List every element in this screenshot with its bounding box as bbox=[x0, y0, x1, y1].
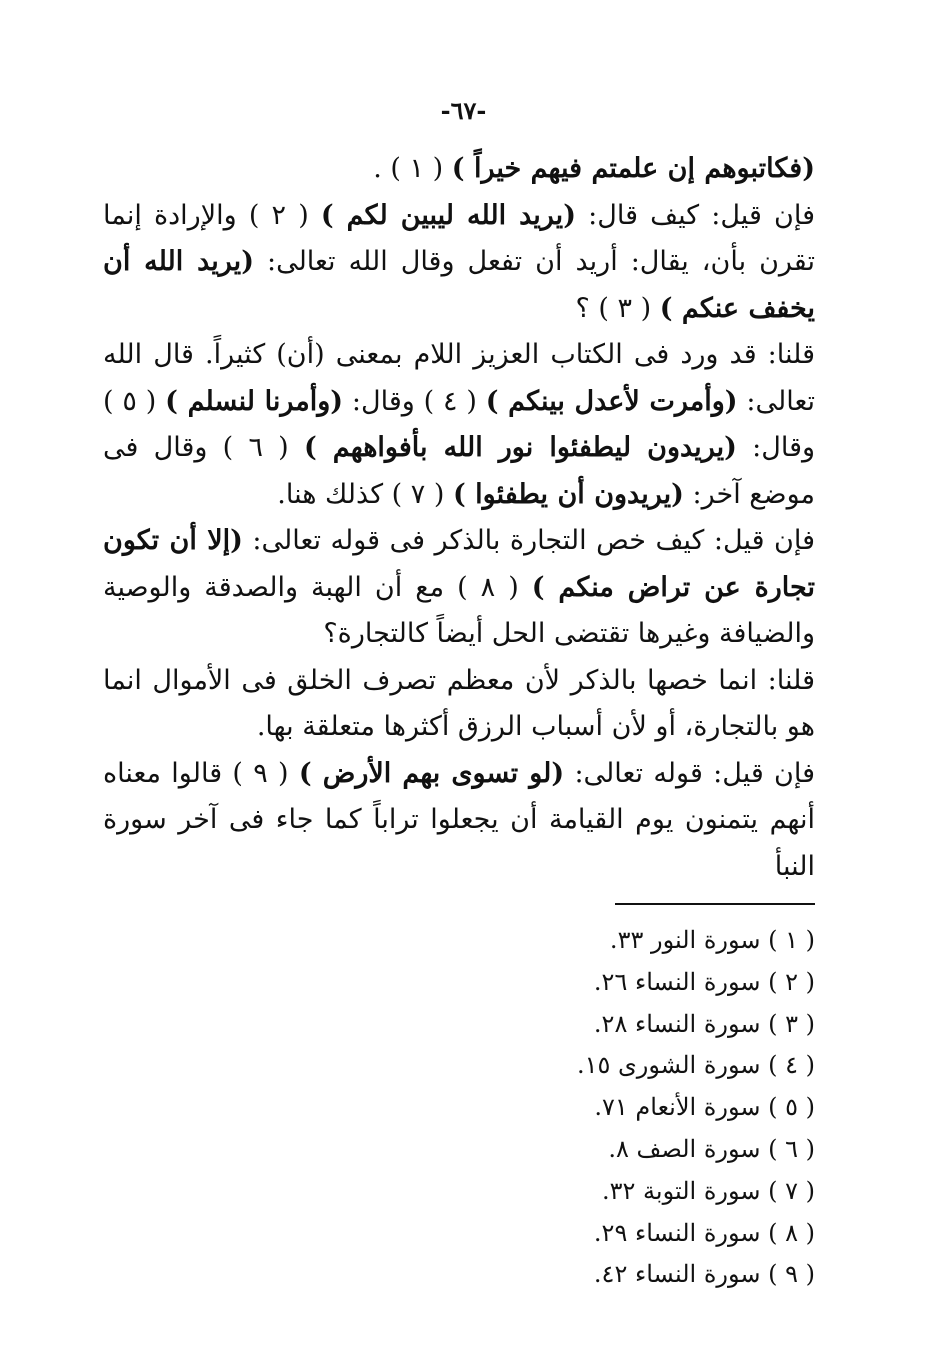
text-run: فإن قيل: كيف قال: bbox=[575, 199, 815, 231]
text-run: ( ٩ ) قالوا معناه أنهم يتمنون يوم القيامة أن يجعلوا تراباً كما جاء فى آخر سورة النبأ bbox=[103, 757, 815, 882]
quran-quote: (يريدون أن يطفئوا ) bbox=[452, 478, 684, 510]
quran-quote: (يريد الله ليبين لكم ) bbox=[320, 199, 576, 231]
footnote: ( ٥ ) سورة الأنعام ٧١. bbox=[594, 1093, 815, 1122]
text-run: قلنا: قد ورد فى الكتاب العزيز اللام بمعنى (أن) كثيراً. قال الله تعالى: bbox=[103, 339, 816, 417]
paragraph bbox=[103, 751, 815, 891]
footnote: ( ٧ ) سورة التوبة ٣٢. bbox=[601, 1176, 815, 1205]
footnote: ( ٣ ) سورة النساء ٢٨. bbox=[593, 1009, 815, 1038]
text-run: ( ٣ ) ؟ bbox=[575, 292, 660, 324]
footnotes-list bbox=[415, 920, 815, 1296]
text-run: فإن قيل: كيف خص التجارة بالذكر فى قوله تعالى: bbox=[242, 525, 815, 556]
footnote-separator bbox=[615, 903, 815, 905]
footnote: ( ٤ ) سورة الشورى ١٥. bbox=[576, 1051, 815, 1080]
text-run: فإن قيل: قوله تعالى: bbox=[564, 757, 815, 789]
body-text bbox=[103, 146, 815, 890]
quran-quote: (فكاتبوهم إن علمتم فيهم خيراً ) bbox=[451, 153, 815, 184]
page-number: -٦٧- bbox=[440, 96, 487, 125]
quran-quote: (وأمرت لأعدل بينكم ) bbox=[485, 385, 738, 417]
footnote: ( ٢ ) سورة النساء ٢٦. bbox=[593, 967, 815, 996]
quran-quote: (إلا أن تكون تجارة عن تراض منكم ) bbox=[103, 525, 815, 603]
text-run: ( ٤ ) وقال: bbox=[343, 385, 486, 417]
text-run: قلنا: انما خصها بالذكر لأن معظم تصرف الخلق فى الأموال انما هو بالتجارة، أو لأن أسباب الرزق أكثرها متعلقة بها. bbox=[103, 664, 815, 742]
paragraph bbox=[103, 332, 815, 518]
paragraph bbox=[103, 658, 815, 751]
paragraph bbox=[103, 518, 815, 658]
footnote: ( ١ ) سورة النور ٣٣. bbox=[609, 926, 815, 954]
text-run: ( ٧ ) كذلك هنا. bbox=[277, 478, 453, 510]
footnote: ( ٦ ) سورة الصف ٨. bbox=[608, 1134, 815, 1163]
quran-quote: (يريدون ليطفئوا نور الله بأفواههم ) bbox=[303, 432, 737, 463]
text-run: ( ٥ ) وقال: bbox=[103, 385, 816, 463]
quran-quote: (لو تسوى بهم الأرض ) bbox=[298, 757, 565, 789]
paragraph bbox=[103, 193, 815, 333]
paragraph bbox=[103, 146, 815, 193]
footnote: ( ٩ ) سورة النساء ٤٢. bbox=[593, 1260, 815, 1289]
quran-quote: (وأمرنا لنسلم ) bbox=[165, 385, 344, 417]
text-run: ( ٢ ) والإرادة إنما تقرن بأن، يقال: أريد أن تفعل وقال الله تعالى: bbox=[103, 199, 815, 277]
text-run: ( ٦ ) وقال فى موضع آخر: bbox=[103, 432, 815, 510]
quran-quote: (يريد الله أن يخفف عنكم ) bbox=[103, 246, 815, 324]
text-run: ( ١ ) . bbox=[373, 153, 452, 184]
footnote: ( ٨ ) سورة النساء ٢٩. bbox=[593, 1218, 815, 1247]
text-run: ( ٨ ) مع أن الهبة والصدقة والوصية والضيافة وغيرها تقتضى الحل أيضاً كالتجارة؟ bbox=[103, 571, 815, 649]
